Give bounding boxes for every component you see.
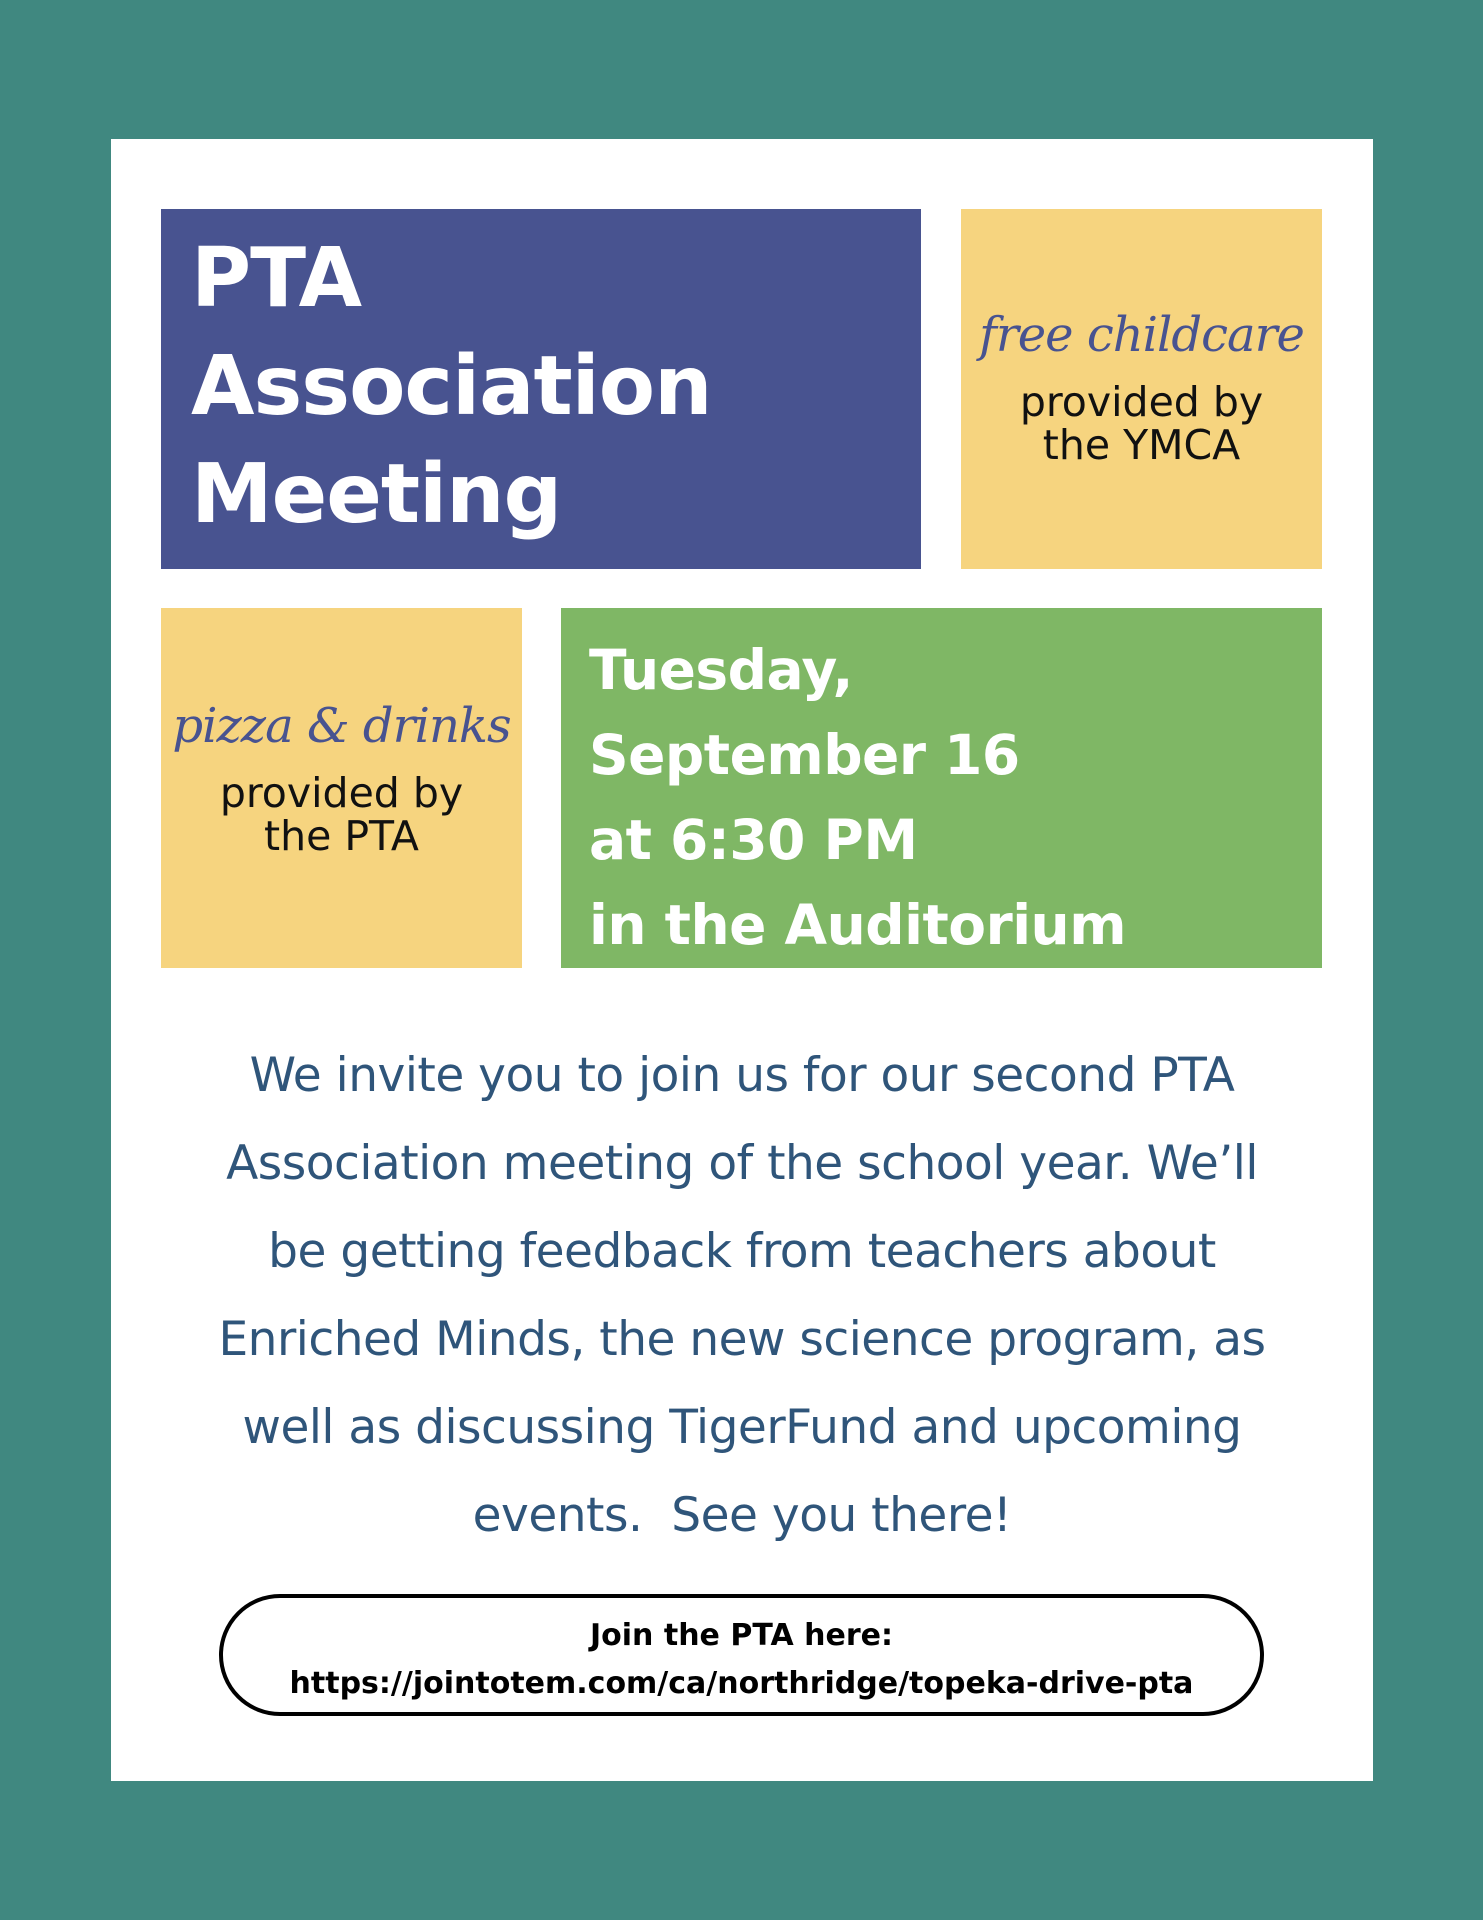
invitation-line: Enriched Minds, the new science program, as — [218, 1312, 1266, 1367]
childcare-heading: free childcare — [979, 307, 1304, 363]
event-day: Tuesday, — [589, 638, 853, 702]
invitation-line: events. See you there! — [472, 1488, 1012, 1543]
join-pta-link[interactable] — [219, 1594, 1264, 1716]
invitation-paragraph — [160, 1032, 1324, 1560]
event-details-block — [561, 608, 1322, 968]
join-label: Join the PTA here: — [590, 1618, 893, 1653]
event-date: September 16 — [589, 723, 1020, 787]
childcare-block — [961, 209, 1322, 569]
invitation-line: Association meeting of the school year. We’ll — [226, 1136, 1258, 1191]
pizza-heading: pizza & drinks — [172, 698, 511, 754]
childcare-line: the YMCA — [1042, 421, 1241, 469]
pizza-block — [161, 608, 522, 968]
pizza-provider — [161, 769, 522, 860]
invitation-line: be getting feedback from teachers about — [268, 1224, 1216, 1279]
pizza-line: the PTA — [264, 812, 419, 860]
title-line: Meeting — [191, 447, 562, 542]
childcare-line: provided by — [1019, 378, 1264, 426]
pizza-line: provided by — [219, 769, 464, 817]
title-line: PTA — [191, 231, 362, 326]
title-line: Association — [191, 339, 712, 434]
join-url[interactable]: https://jointotem.com/ca/northridge/topeka-drive-pta — [289, 1666, 1194, 1701]
event-location: in the Auditorium — [589, 893, 1127, 957]
title-block — [161, 209, 921, 569]
invitation-line: well as discussing TigerFund and upcoming — [242, 1400, 1242, 1455]
childcare-provider — [961, 378, 1322, 469]
invitation-line: We invite you to join us for our second PTA — [249, 1048, 1235, 1103]
event-time: at 6:30 PM — [589, 808, 918, 872]
